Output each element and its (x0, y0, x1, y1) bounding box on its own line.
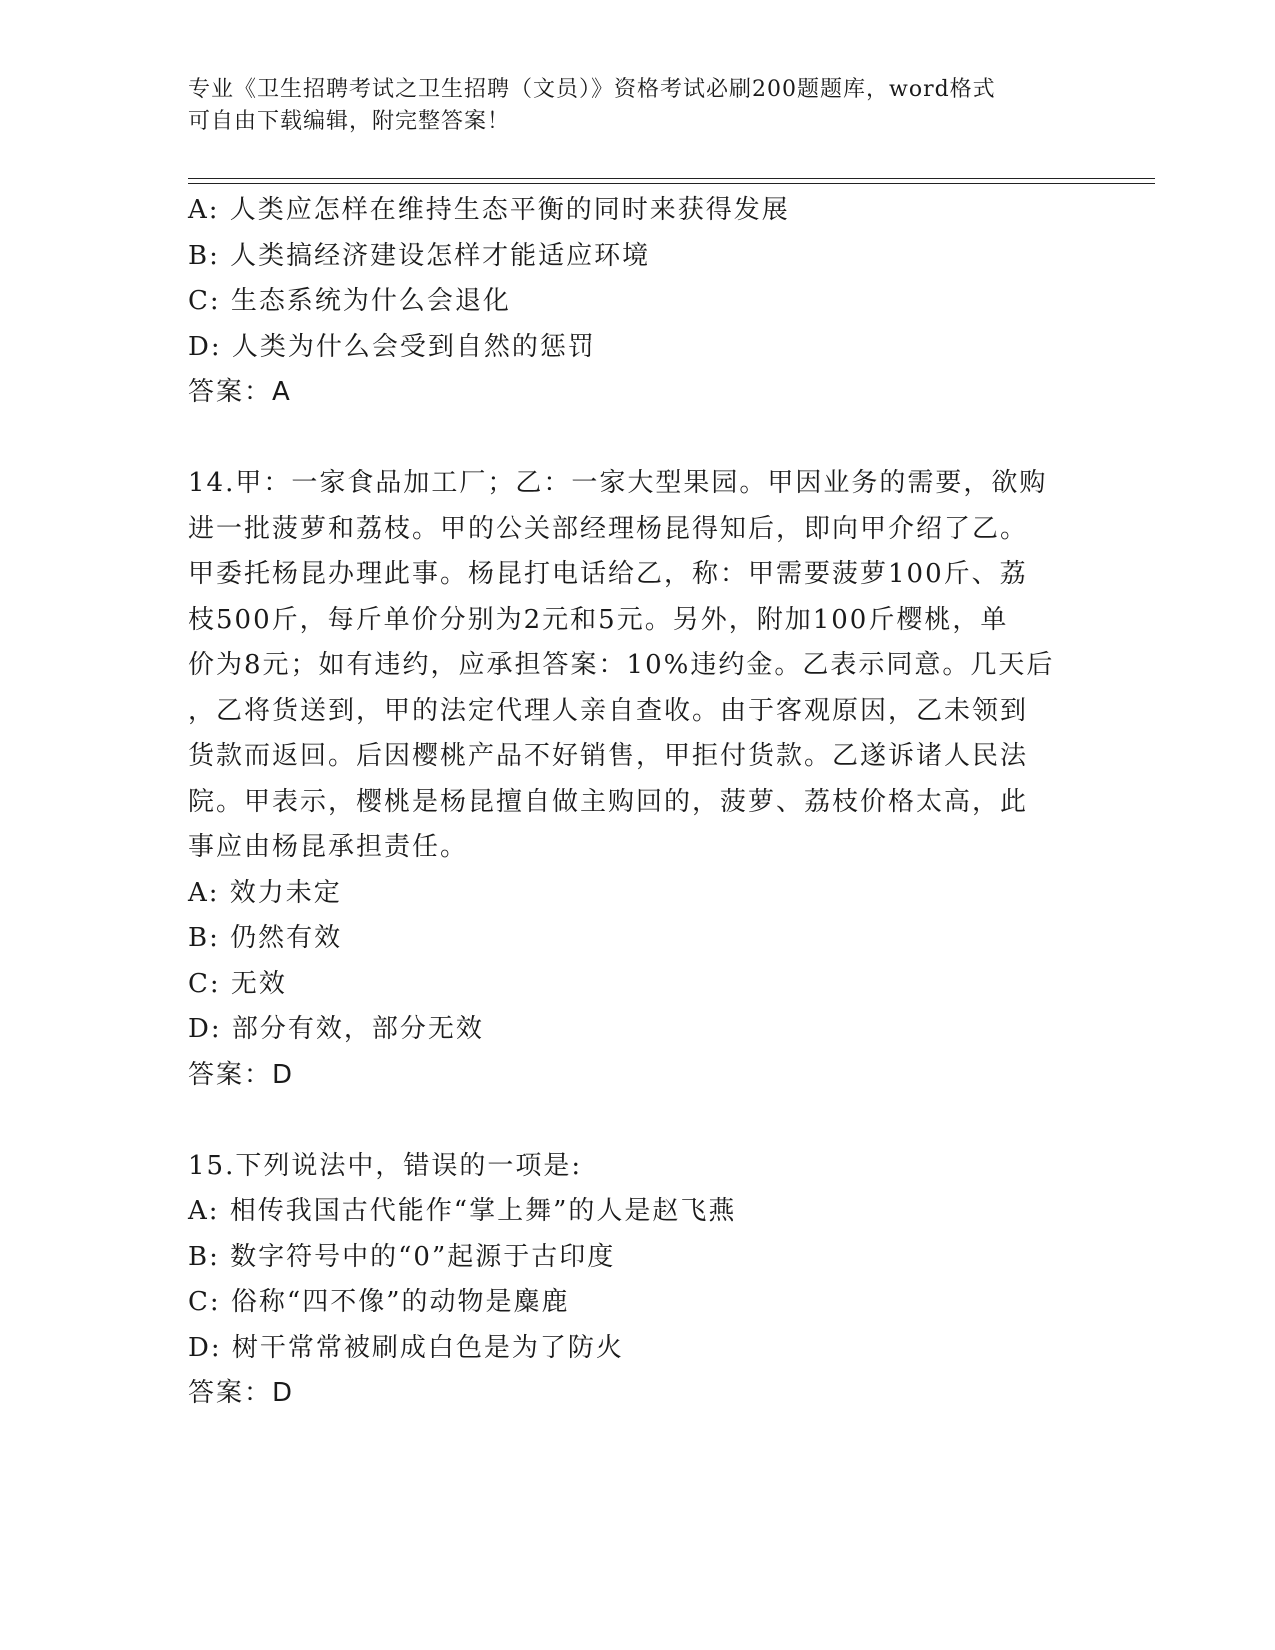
question-stem-line: 进一批菠萝和荔枝。甲的公关部经理杨昆得知后，即向甲介绍了乙。 (188, 513, 1029, 544)
option-c: C: 无效 (188, 968, 287, 999)
question-15 (188, 1144, 1088, 1417)
answer: 答案：A (188, 377, 292, 407)
option-d: D: 部分有效，部分无效 (188, 1014, 484, 1044)
question-stem-line: 价为8元；如有违约，应承担答案：10%违约金。乙表示同意。几天后 (188, 650, 1055, 680)
header-rule-bottom (188, 183, 1155, 184)
option-c: C: 俗称“四不像”的动物是麋鹿 (188, 1287, 570, 1317)
question-stem: 15.下列说法中，错误的一项是: (188, 1150, 583, 1181)
question-stem-line: 货款而返回。后因樱桃产品不好销售，甲拒付货款。乙遂诉诸人民法 (188, 741, 1029, 771)
question-13 (188, 188, 1088, 416)
question-stem-line: 甲委托杨昆办理此事。杨昆打电话给乙，称：甲需要菠萝100斤、荔 (188, 559, 1028, 589)
option-c: C: 生态系统为什么会退化 (188, 286, 511, 316)
header-line-1: 专业《卫生招聘考试之卫生招聘（文员）》资格考试必刷200题题库，word格式 (188, 77, 996, 102)
option-b: B: 仍然有效 (188, 923, 343, 953)
spacer (188, 416, 1088, 462)
question-stem-line: 14.甲：一家食品加工厂；乙：一家大型果园。甲因业务的需要，欲购 (188, 468, 1048, 498)
option-b: B: 人类搞经济建设怎样才能适应环境 (188, 240, 651, 271)
document-header (188, 74, 1068, 138)
option-a: A: 相传我国古代能作“掌上舞”的人是赵飞燕 (188, 1196, 737, 1226)
answer: 答案：D (188, 1059, 295, 1090)
option-a: A: 效力未定 (188, 877, 342, 908)
option-b: B: 数字符号中的“0”起源于古印度 (188, 1241, 616, 1272)
question-stem-line: 事应由杨昆承担责任。 (188, 832, 469, 862)
option-d: D: 人类为什么会受到自然的惩罚 (188, 331, 596, 362)
spacer (188, 1098, 1088, 1144)
question-stem-line: 枝500斤，每斤单价分别为2元和5元。另外，附加100斤樱桃，单 (188, 604, 1009, 635)
option-d: D: 树干常常被刷成白色是为了防火 (188, 1332, 624, 1363)
header-rule-top (188, 178, 1155, 179)
question-14 (188, 461, 1088, 1098)
answer: 答案：D (188, 1378, 295, 1408)
header-line-2: 可自由下载编辑，附完整答案！ (188, 109, 511, 134)
option-a: A: 人类应怎样在维持生态平衡的同时来获得发展 (188, 195, 790, 225)
question-content (188, 188, 1088, 1417)
question-stem-line: ，乙将货送到，甲的法定代理人亲自查收。由于客观原因，乙未领到 (188, 695, 1029, 726)
question-stem-line: 院。甲表示，樱桃是杨昆擅自做主购回的，菠萝、荔枝价格太高，此 (188, 786, 1029, 817)
